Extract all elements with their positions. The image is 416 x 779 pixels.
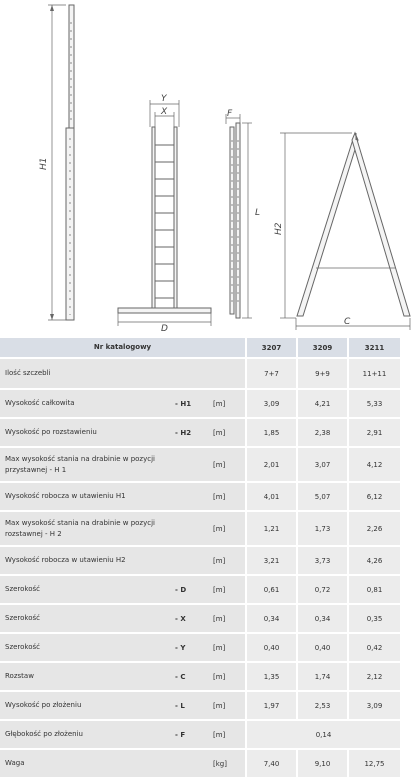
row-value-2: 4,12 — [348, 447, 400, 482]
row-unit: [m] — [213, 691, 246, 720]
row-code — [175, 511, 213, 546]
row-label: Szerokość — [0, 575, 175, 604]
row-label: Szerokość — [0, 604, 175, 633]
row-value-0: 4,01 — [246, 482, 297, 511]
row-unit: [m] — [213, 511, 246, 546]
row-value-0: 3,09 — [246, 389, 297, 418]
row-unit: [m] — [213, 633, 246, 662]
dim-l-label: L — [255, 208, 261, 218]
side-ladder-view — [226, 114, 252, 318]
table-row — [0, 546, 400, 575]
table-row — [0, 482, 400, 511]
row-code: - H1 — [175, 389, 213, 418]
row-unit: [m] — [213, 447, 246, 482]
dim-h2-label: H2 — [274, 222, 284, 235]
row-code: - X — [175, 604, 213, 633]
a-frame-ladder-view — [280, 133, 410, 330]
row-unit: [m] — [213, 418, 246, 447]
dim-h1-label: H1 — [39, 157, 49, 170]
row-value-0: 2,01 — [246, 447, 297, 482]
row-value-0: 0,61 — [246, 575, 297, 604]
row-value-1: 5,07 — [297, 482, 348, 511]
table-row — [0, 749, 400, 778]
table-row — [0, 389, 400, 418]
table-row — [0, 511, 400, 546]
row-unit — [213, 358, 246, 389]
row-value-2: 11+11 — [348, 358, 400, 389]
row-value-2: 2,12 — [348, 662, 400, 691]
row-value-1: 9+9 — [297, 358, 348, 389]
header-model-1: 3209 — [297, 338, 348, 358]
row-value-1: 3,73 — [297, 546, 348, 575]
header-model-0: 3207 — [246, 338, 297, 358]
row-value-2: 2,26 — [348, 511, 400, 546]
row-label: Ilość szczebli — [0, 358, 175, 389]
row-code — [175, 546, 213, 575]
row-value-2: 6,12 — [348, 482, 400, 511]
row-label: Max wysokość stania na drabinie w pozycji rozstawnej - H 2 — [0, 511, 175, 546]
dim-d-label: D — [161, 324, 168, 334]
row-code: - D — [175, 575, 213, 604]
row-value-2: 5,33 — [348, 389, 400, 418]
row-unit: [m] — [213, 575, 246, 604]
table-header-row — [0, 338, 400, 358]
row-value-merged: 0,14 — [246, 720, 400, 749]
row-code: - C — [175, 662, 213, 691]
dim-f-label: F — [227, 109, 233, 119]
table-row — [0, 418, 400, 447]
row-unit: [m] — [213, 604, 246, 633]
table-row — [0, 604, 400, 633]
extended-ladder-view — [48, 5, 74, 320]
row-code — [175, 447, 213, 482]
table-row — [0, 691, 400, 720]
row-value-1: 4,21 — [297, 389, 348, 418]
dim-c-label: C — [344, 317, 351, 327]
row-value-2: 12,75 — [348, 749, 400, 778]
row-value-0: 3,21 — [246, 546, 297, 575]
row-value-0: 7,40 — [246, 749, 297, 778]
row-label: Wysokość po rozstawieniu — [0, 418, 175, 447]
row-value-1: 9,10 — [297, 749, 348, 778]
row-label: Wysokość po złożeniu — [0, 691, 175, 720]
header-model-2: 3211 — [348, 338, 400, 358]
row-value-1: 2,53 — [297, 691, 348, 720]
front-ladder-view — [118, 100, 211, 326]
row-value-1: 0,40 — [297, 633, 348, 662]
row-value-2: 0,81 — [348, 575, 400, 604]
row-unit: [m] — [213, 482, 246, 511]
row-label: Max wysokość stania na drabinie w pozycji przystawnej - H 1 — [0, 447, 175, 482]
row-unit: [m] — [213, 546, 246, 575]
row-value-2: 4,26 — [348, 546, 400, 575]
row-label: Głębokość po złożeniu — [0, 720, 175, 749]
ladder-technical-drawing — [0, 0, 416, 338]
table-row — [0, 720, 400, 749]
row-value-2: 0,42 — [348, 633, 400, 662]
row-unit: [m] — [213, 662, 246, 691]
row-unit: [kg] — [213, 749, 246, 778]
row-code: - F — [175, 720, 213, 749]
specification-table — [0, 338, 416, 779]
row-value-0: 1,21 — [246, 511, 297, 546]
row-label: Wysokość całkowita — [0, 389, 175, 418]
row-label: Szerokość — [0, 633, 175, 662]
row-code: - L — [175, 691, 213, 720]
row-label: Wysokość robocza w utawieniu H2 — [0, 546, 175, 575]
dim-x-label: X — [161, 107, 168, 117]
row-value-1: 1,73 — [297, 511, 348, 546]
row-value-0: 1,97 — [246, 691, 297, 720]
table-row — [0, 358, 400, 389]
row-unit: [m] — [213, 389, 246, 418]
dim-y-label: Y — [161, 94, 167, 104]
row-code — [175, 358, 213, 389]
row-value-2: 0,35 — [348, 604, 400, 633]
row-value-2: 3,09 — [348, 691, 400, 720]
row-value-0: 0,40 — [246, 633, 297, 662]
row-label: Waga — [0, 749, 175, 778]
table-row — [0, 575, 400, 604]
row-value-0: 0,34 — [246, 604, 297, 633]
row-value-0: 7+7 — [246, 358, 297, 389]
row-value-1: 0,72 — [297, 575, 348, 604]
table-row — [0, 662, 400, 691]
row-value-2: 2,91 — [348, 418, 400, 447]
row-value-0: 1,85 — [246, 418, 297, 447]
row-code — [175, 749, 213, 778]
row-value-0: 1,35 — [246, 662, 297, 691]
table-row — [0, 633, 400, 662]
row-code: - Y — [175, 633, 213, 662]
row-label: Rozstaw — [0, 662, 175, 691]
row-value-1: 3,07 — [297, 447, 348, 482]
header-label: Nr katalogowy — [0, 338, 246, 358]
row-label: Wysokość robocza w utawieniu H1 — [0, 482, 175, 511]
row-code — [175, 482, 213, 511]
row-code: - H2 — [175, 418, 213, 447]
row-value-1: 2,38 — [297, 418, 348, 447]
row-value-1: 1,74 — [297, 662, 348, 691]
table-row — [0, 447, 400, 482]
row-value-1: 0,34 — [297, 604, 348, 633]
row-unit: [m] — [213, 720, 246, 749]
